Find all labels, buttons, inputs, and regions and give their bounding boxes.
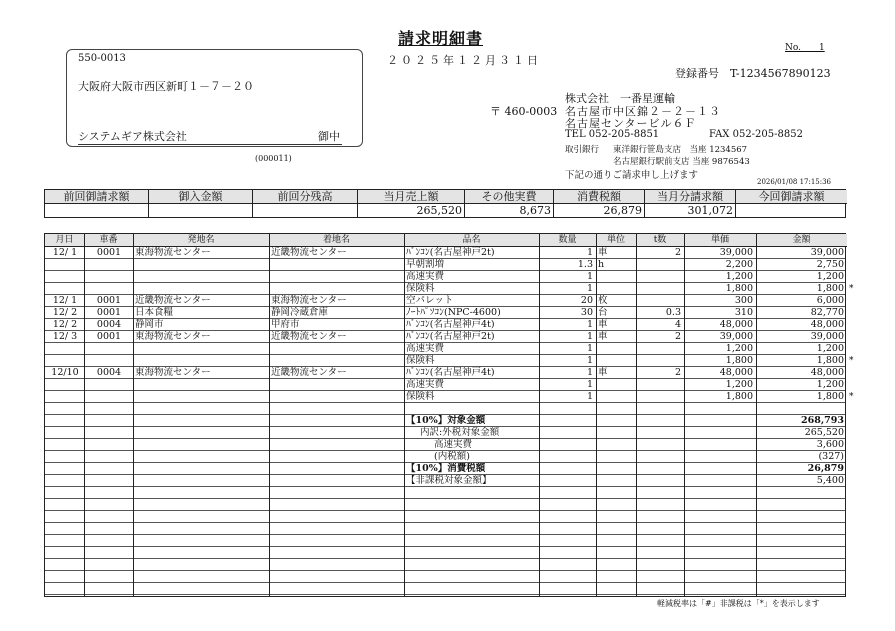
table-cell: ﾊﾞﾝｺﾝ(名古屋神戸2t) xyxy=(406,331,495,342)
table-cell xyxy=(47,271,83,283)
table-cell: 日本食糧 xyxy=(135,307,174,318)
table-cell: 高速実費 xyxy=(406,343,445,354)
table-row xyxy=(45,295,845,307)
table-cell: 1,800 xyxy=(816,355,844,366)
table-cell: 空パレット xyxy=(406,295,454,306)
table-cell xyxy=(638,391,683,403)
table-cell: 1 xyxy=(586,391,593,402)
table-cell: 48,000 xyxy=(719,319,753,330)
table-row xyxy=(45,307,845,319)
table-cell: 12/10 xyxy=(51,367,79,378)
table-cell xyxy=(598,355,635,367)
column-header: 着地名 xyxy=(269,234,404,247)
table-cell: 車 xyxy=(598,319,608,330)
table-row xyxy=(45,439,845,451)
table-row xyxy=(45,523,845,535)
table-cell: 0001 xyxy=(96,307,122,318)
summary-value: 8,673 xyxy=(465,204,554,218)
table-cell: 1 xyxy=(586,319,593,330)
table-cell: 48,000 xyxy=(810,367,844,378)
table-cell: 39,000 xyxy=(719,331,753,342)
table-cell xyxy=(86,259,132,271)
table-cell: 1,200 xyxy=(725,379,753,390)
table-cell: 1 xyxy=(586,343,593,354)
table-cell: 車 xyxy=(598,331,608,342)
customer-code: (000011) xyxy=(255,154,292,163)
table-row xyxy=(45,343,845,355)
document-title: 請求明細書 xyxy=(398,29,484,48)
table-cell xyxy=(86,355,132,367)
table-cell: 東海物流センター xyxy=(135,247,211,258)
total-label: 高速実費 xyxy=(434,439,473,450)
table-row xyxy=(45,379,845,391)
page-number: No. 1 xyxy=(785,43,825,53)
table-cell: 近畿物流センター xyxy=(271,331,347,342)
summary-header: 御入金額 xyxy=(149,190,253,204)
table-row xyxy=(45,427,845,439)
table-cell: 39,000 xyxy=(810,331,844,342)
table-row xyxy=(45,547,845,559)
column-header: 単位 xyxy=(596,234,636,247)
table-cell: 20 xyxy=(580,295,593,306)
summary-value: 265,520 xyxy=(358,204,465,218)
table-cell: 0001 xyxy=(96,247,122,258)
table-cell: 300 xyxy=(734,295,753,306)
column-divider xyxy=(84,234,85,596)
table-cell: 甲府市 xyxy=(271,319,300,330)
table-cell xyxy=(86,391,132,403)
total-value: 26,879 xyxy=(807,463,844,474)
issuer-tel: TEL 052-205-8851 xyxy=(565,129,660,140)
table-cell xyxy=(271,391,403,403)
column-header: 数量 xyxy=(539,234,596,247)
table-cell: ﾊﾞﾝｺﾝ(名古屋神戸2t) xyxy=(406,247,495,258)
table-cell: 6,000 xyxy=(816,295,844,306)
table-row xyxy=(45,463,845,475)
table-row xyxy=(45,475,845,487)
table-cell: 48,000 xyxy=(810,319,844,330)
table-cell xyxy=(598,271,635,283)
recipient-zip: 550-0013 xyxy=(78,53,126,64)
total-label: 【10%】消費税額 xyxy=(406,463,486,474)
recipient-company: システムギア株式会社 xyxy=(78,128,342,145)
issuer-fax: FAX 052-205-8852 xyxy=(709,129,803,140)
table-cell: 0004 xyxy=(96,319,122,330)
tax-exempt-mark: * xyxy=(849,356,854,366)
table-row xyxy=(45,559,845,571)
table-cell: ﾉｰﾄﾊﾟｿｺﾝ(NPC-4600) xyxy=(406,307,501,318)
table-cell xyxy=(47,355,83,367)
table-cell: 保険料 xyxy=(406,283,435,294)
table-cell xyxy=(638,295,683,307)
table-cell xyxy=(271,343,403,355)
table-row xyxy=(45,571,845,583)
table-cell xyxy=(638,343,683,355)
summary-header: 当月分請求額 xyxy=(645,190,736,204)
table-cell xyxy=(47,283,83,295)
invoice-date: ２０２５年１２月３１日 xyxy=(387,54,541,67)
column-header: 発地名 xyxy=(133,234,269,247)
table-cell xyxy=(135,355,268,367)
table-cell xyxy=(271,355,403,367)
table-cell xyxy=(598,391,635,403)
table-cell: 枚 xyxy=(598,295,608,306)
table-cell: 48,000 xyxy=(719,367,753,378)
table-cell: 2,200 xyxy=(725,259,753,270)
total-label: 【非課税対象金額】 xyxy=(406,475,492,486)
table-cell: 12/ 2 xyxy=(52,307,78,318)
table-cell xyxy=(47,379,83,391)
recipient-honorific: 御中 xyxy=(318,130,340,143)
table-cell xyxy=(638,259,683,271)
summary-value xyxy=(253,204,358,218)
summary-header: 前回分残高 xyxy=(253,190,358,204)
table-cell: 1,800 xyxy=(725,355,753,366)
table-cell: ﾊﾞﾝｺﾝ(名古屋神戸4t) xyxy=(406,367,495,378)
table-cell: 1 xyxy=(586,379,593,390)
table-cell: 1 xyxy=(586,331,593,342)
column-divider xyxy=(269,234,270,596)
invoice-message: 下記の通りご請求申し上げます xyxy=(565,170,699,181)
footer-note: 軽減税率は「#」非課税は「*」を表示します xyxy=(657,599,820,608)
table-cell: 1 xyxy=(586,247,593,258)
table-cell: 近畿物流センター xyxy=(271,247,347,258)
total-label: 内訳:外税対象金額 xyxy=(420,427,500,438)
table-row xyxy=(45,355,854,367)
table-cell: 1 xyxy=(586,355,593,366)
table-cell xyxy=(638,283,683,295)
table-cell xyxy=(86,379,132,391)
table-row xyxy=(45,403,845,415)
table-row xyxy=(45,499,845,511)
total-value: 3,600 xyxy=(816,439,844,450)
issuer-name: 株式会社 一番星運輸 xyxy=(565,92,675,105)
table-cell: 静岡市 xyxy=(135,319,164,330)
column-divider xyxy=(539,234,540,596)
table-cell xyxy=(135,379,268,391)
column-divider xyxy=(636,234,637,596)
table-cell: 保険料 xyxy=(406,391,435,402)
table-cell: 東海物流センター xyxy=(271,295,347,306)
column-header: 品名 xyxy=(404,234,539,247)
table-cell: 0004 xyxy=(96,367,122,378)
table-cell: 高速実費 xyxy=(406,271,445,282)
table-cell: 1.3 xyxy=(577,259,593,270)
column-header: 月日 xyxy=(45,234,84,247)
summary-value: 301,072 xyxy=(645,204,736,218)
table-cell: 1,200 xyxy=(725,271,753,282)
summary-header: 今回御請求額 xyxy=(736,190,847,204)
total-value: 265,520 xyxy=(804,427,844,438)
table-cell: 東海物流センター xyxy=(135,331,211,342)
table-cell: 0001 xyxy=(96,331,122,342)
table-cell xyxy=(135,391,268,403)
table-row xyxy=(45,259,845,271)
table-row xyxy=(45,247,845,259)
table-row xyxy=(45,319,845,331)
print-timestamp: 2026/01/08 17:15:36 xyxy=(757,178,832,186)
table-row xyxy=(45,391,854,403)
table-cell: 車 xyxy=(598,367,608,378)
summary-value xyxy=(149,204,253,218)
summary-header: その他実費 xyxy=(465,190,554,204)
recipient-address: 大阪府大阪市西区新町１－７－２０ xyxy=(78,80,254,93)
table-cell: 82,770 xyxy=(810,307,844,318)
table-cell xyxy=(271,271,403,283)
bank-label: 取引銀行 xyxy=(565,145,600,155)
table-cell: 0001 xyxy=(96,295,122,306)
summary-value: 26,879 xyxy=(554,204,645,218)
summary-value xyxy=(736,204,847,218)
table-cell: 1,200 xyxy=(725,343,753,354)
table-cell xyxy=(598,283,635,295)
table-cell: 1,200 xyxy=(816,343,844,354)
table-cell xyxy=(86,283,132,295)
total-value: 5,400 xyxy=(816,475,844,486)
table-cell xyxy=(638,379,683,391)
total-value: (327) xyxy=(818,451,844,462)
table-cell: 高速実費 xyxy=(406,379,445,390)
table-cell: 2 xyxy=(674,247,681,258)
summary-value xyxy=(45,204,149,218)
table-cell: 1 xyxy=(586,271,593,282)
table-cell: 2 xyxy=(674,331,681,342)
table-cell xyxy=(638,355,683,367)
bank-account-1: 東洋銀行笹島支店 当座 1234567 xyxy=(613,145,748,155)
column-divider xyxy=(404,234,405,596)
column-header: t数 xyxy=(636,234,684,247)
table-row xyxy=(45,487,845,499)
table-cell: 2 xyxy=(674,367,681,378)
table-cell xyxy=(638,271,683,283)
table-cell: 39,000 xyxy=(810,247,844,258)
table-row xyxy=(45,451,845,463)
table-cell: h xyxy=(598,259,605,270)
table-cell: 1,800 xyxy=(816,283,844,294)
table-cell: 0.3 xyxy=(665,307,681,318)
table-row xyxy=(45,331,845,343)
table-cell: 静岡冷蔵倉庫 xyxy=(271,307,329,318)
table-cell: 保険料 xyxy=(406,355,435,366)
summary-table xyxy=(44,189,846,218)
table-cell: 台 xyxy=(598,307,608,318)
table-cell: 車 xyxy=(598,247,608,258)
table-cell: 東海物流センター xyxy=(135,367,211,378)
table-cell xyxy=(135,271,268,283)
table-cell: 2,750 xyxy=(816,259,844,270)
table-cell: 30 xyxy=(580,307,593,318)
table-row xyxy=(45,367,845,379)
table-cell: 1 xyxy=(586,283,593,294)
table-row xyxy=(45,511,845,523)
table-cell xyxy=(86,271,132,283)
registration-number: 登録番号 T-1234567890123 xyxy=(675,67,831,80)
issuer-address1: 名古屋市中区錦２－２－１３ xyxy=(565,105,721,118)
issuer-zip: 〒 460-0003 xyxy=(490,105,558,118)
table-cell: 310 xyxy=(734,307,753,318)
issuer-address2: 名古屋センタービル６Ｆ xyxy=(565,117,697,130)
column-divider xyxy=(133,234,134,596)
table-row xyxy=(45,271,845,283)
table-cell: 1 xyxy=(586,367,593,378)
column-divider xyxy=(596,234,597,596)
table-cell: 12/ 1 xyxy=(52,295,78,306)
table-cell xyxy=(135,259,268,271)
table-row xyxy=(45,583,845,595)
column-divider xyxy=(684,234,685,596)
table-cell: 12/ 1 xyxy=(52,247,78,258)
total-value: 268,793 xyxy=(801,415,844,426)
table-cell: 39,000 xyxy=(719,247,753,258)
table-cell xyxy=(271,259,403,271)
table-cell xyxy=(271,283,403,295)
total-label: 【10%】対象金額 xyxy=(406,415,486,426)
column-divider xyxy=(756,234,757,596)
table-cell: 1,800 xyxy=(725,391,753,402)
summary-header: 当月売上額 xyxy=(358,190,465,204)
table-cell: 12/ 2 xyxy=(52,319,78,330)
table-cell xyxy=(271,379,403,391)
column-header: 金額 xyxy=(756,234,847,247)
table-cell: 近畿物流センター xyxy=(135,295,211,306)
table-row xyxy=(45,283,854,295)
table-cell: 1,200 xyxy=(816,271,844,282)
table-cell: 1,800 xyxy=(725,283,753,294)
summary-header: 前回御請求額 xyxy=(45,190,149,204)
table-cell: 1,200 xyxy=(816,379,844,390)
table-cell: 1,800 xyxy=(816,391,844,402)
column-header: 車番 xyxy=(84,234,133,247)
detail-table xyxy=(44,233,854,597)
table-cell: 12/ 3 xyxy=(52,331,78,342)
table-cell xyxy=(135,343,268,355)
summary-header: 消費税額 xyxy=(554,190,645,204)
table-cell: 早朝割増 xyxy=(406,259,445,270)
table-cell xyxy=(598,379,635,391)
column-header: 単価 xyxy=(684,234,756,247)
table-cell xyxy=(86,343,132,355)
table-row xyxy=(45,535,845,547)
table-cell: 近畿物流センター xyxy=(271,367,347,378)
tax-exempt-mark: * xyxy=(849,284,854,294)
table-cell: ﾊﾞﾝｺﾝ(名古屋神戸4t) xyxy=(406,319,495,330)
table-row xyxy=(45,415,845,427)
table-cell xyxy=(47,343,83,355)
table-cell xyxy=(47,391,83,403)
table-cell xyxy=(135,283,268,295)
tax-exempt-mark: * xyxy=(849,392,854,402)
table-cell: 4 xyxy=(674,319,681,330)
table-cell xyxy=(47,259,83,271)
table-cell xyxy=(598,343,635,355)
total-label: (内税額) xyxy=(434,451,470,462)
bank-account-2: 名古屋銀行駅前支店 当座 9876543 xyxy=(613,157,750,167)
